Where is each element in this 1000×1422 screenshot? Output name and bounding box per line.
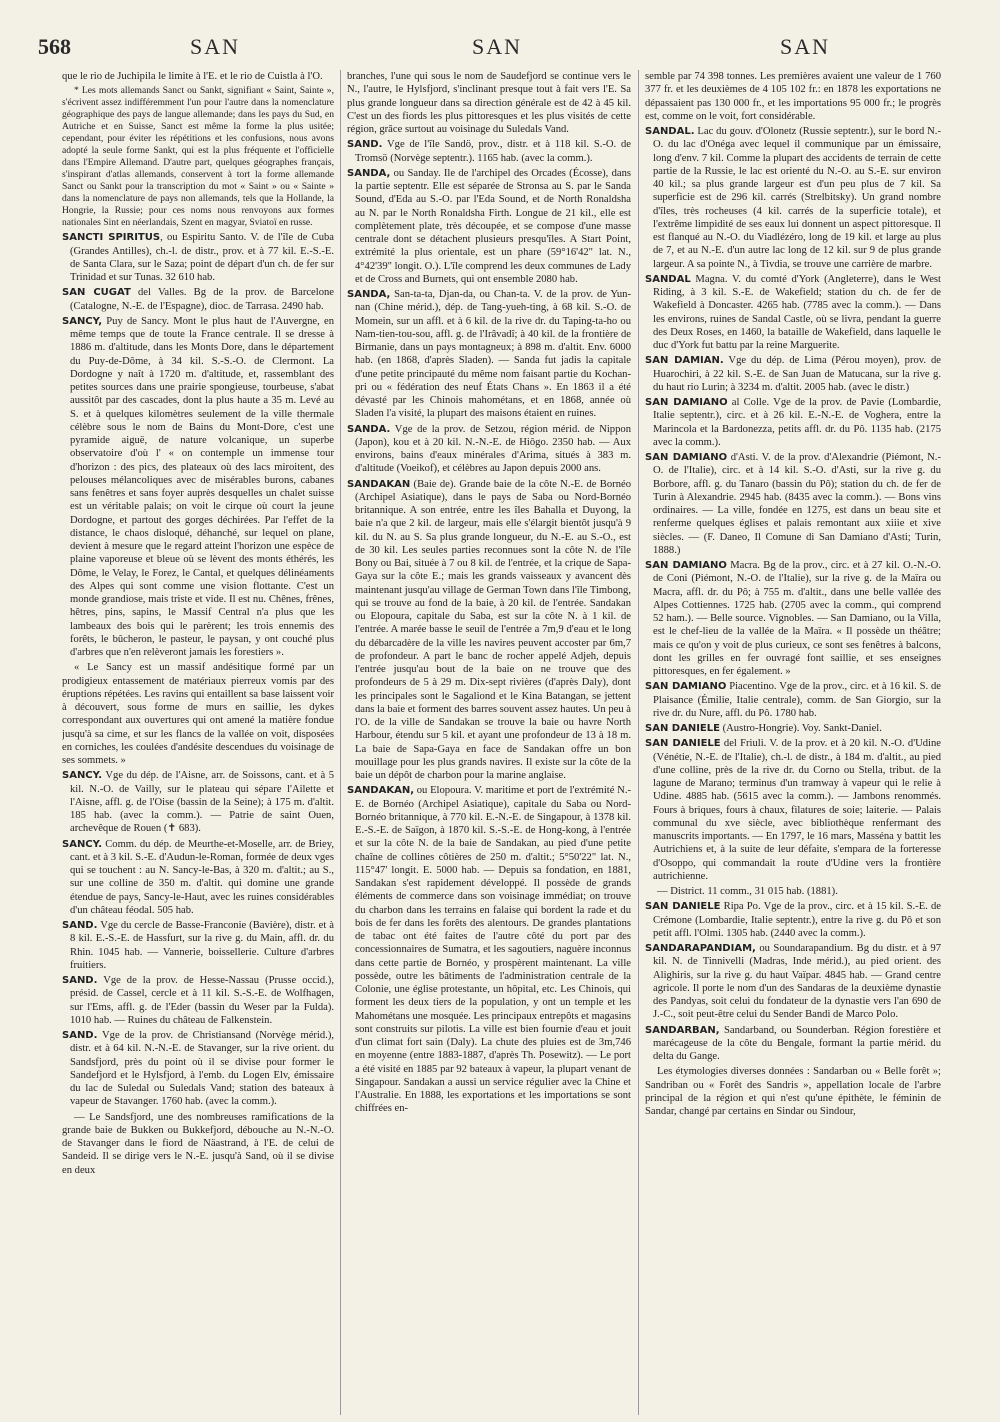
- entry-text: del Friuli. V. de la prov. et à 20 kil. N.-O. d'Udine (Vénétie, N.-E. de l'Italie), ch.-l. de distr., à 184 m. d'altit., au pied d'une colline, près de la rive dr. du Corno ou Stella, tribut. de la lagune de Marano; terminus d'un tramway à vapeur qui le relie à Udine. 4885 hab. (5615 avec la comm.). — Jambons renommés. Fours à briques, fours à chaux, filatures de soie; laiterie. — Palais communal du xve siècle, avec bibliothèque renfermant des manuscrits importants. — En 1797, le 16 mars, Masséna y battit les Autrichiens et, à la suite de leur défaite, s'empara de la forteresse d'Osoppo, qui commandait la route d'Udine vers la frontière autrichienne.: [653, 738, 941, 882]
- dictionary-entry: [645, 70, 941, 123]
- dictionary-entry: [62, 974, 334, 1027]
- entry-text: * Les mots allemands Sanct ou Sankt, signifiant « Saint, Sainte », s'écrivent assez indifféremment l'un pour l'autre dans la nomenclature géographique des pays de langue allemande; dans les pays du Sud, en Autriche et en Suisse, Sanct est même la forme la plus usitée; cependant, pour éviter les répétitions et les confusions, nous avons adopté la seule forme Sankt, qui est la plus fréquente et l'officielle dans l'Empire Allemand. D'autre part, quelques géographes français, s'inspirant d'atlas allemands, conservent à tort la forme allemande Sanct ou Sankt pour la transcription du mot « Saint » ou « Sainte » dans la nomenclature de pays non allemands, tels que la Hollande, la Hongrie, la Russie; pour ces noms nous renvoyons aux formes nationales Sint en néerlandais, Szent en magyar, Sviatoï en russe.: [62, 85, 334, 229]
- entry-text: Piacentino. Vge de la prov., circ. et à 16 kil. S. de Plaisance (Émilie, Italie centrale), comm. de San Giorgio, sur la rive dr. du Nure, affl. du Pô. 1780 hab.: [653, 681, 941, 719]
- entry-headword: SANCY.: [62, 838, 103, 850]
- entry-text: Vge de l'île Sandö, prov., distr. et à 118 kil. S.-O. de Tromsö (Norvège septentr.). 1165 hab. (avec la comm.).: [355, 139, 631, 164]
- entry-headword: SANCY.: [62, 770, 103, 782]
- entry-headword: SAND.: [62, 975, 98, 986]
- dictionary-entry: [645, 942, 941, 1022]
- entry-headword: SANDA.: [347, 423, 391, 435]
- entry-text: — District. 11 comm., 31 015 hab. (1881).: [657, 886, 838, 897]
- dictionary-entry: [645, 451, 941, 557]
- column-right: [638, 70, 941, 1415]
- entry-text: « Le Sancy est un massif andésitique formé par un prodigieux entassement de matériaux pierreux vomis par des éruptions répétées. Les ravins qui entaillent sa base laissent voir à découvert, sous forme de murs en saillie, les dykes correspondant aux ouvertures qui ont amené la matière fondue jusqu'à sa cime, et sur les flancs de la vallée on voit, disposées en corniches, les coulées d'andésite descendues du voisinage de ses sommets. »: [62, 662, 334, 766]
- dictionary-entry: [645, 273, 941, 353]
- dictionary-entry: [347, 478, 631, 783]
- entry-headword: SAND.: [62, 1030, 98, 1041]
- dictionary-entry: [645, 559, 941, 678]
- running-head-right: SAN: [780, 34, 831, 59]
- entry-text: d'Asti. V. de la prov. d'Alexandrie (Piémont, N.-O. de l'Italie), circ. et à 14 kil. S.-O. d'Asti, sur la rive g. du Borbore, affl. g. du Tanaro (bassin du Pô); station du ch. de fer de Turin à Alexandrie. 2945 hab. (8435 avec la comm.). — Bons vins ordinaires. — La ville, fondée en 1275, est dans un beau site et renferme quelques églises et palais remontant aux xiiie et xive siècles. — (F. Daneo, Il Comune di San Damiano d'Asti; Turin, 1888.): [653, 452, 941, 556]
- running-head-center: SAN: [472, 34, 523, 59]
- dictionary-entry: [347, 288, 631, 421]
- entry-text: al Colle. Vge de la prov. de Pavie (Lombardie, Italie septentr.), circ. et à 26 kil. E.-N.-E. de Voghera, entre la Marincola et la Bardonezza, petits affl. dr. du Pô. 1135 hab. (2175 avec la comm.).: [653, 397, 941, 448]
- dictionary-entry: [645, 722, 941, 735]
- entry-text: (Austro-Hongrie). Voy. Sankt-Daniel.: [719, 723, 882, 734]
- dictionary-entry: [62, 70, 334, 83]
- entry-headword: SANDARBAN,: [645, 1024, 720, 1036]
- column-middle: [340, 70, 631, 1415]
- dictionary-entry: [645, 737, 941, 883]
- entry-text: — Le Sandsfjord, une des nombreuses ramifications de la grande baie de Bukken ou Bukkefjord, débouche au N.-N.-O. de Stavanger dans le fiord de Näastrand, à l'E. de celui de Sandeid. Il se dirige vers le N.-E. jusqu'à Sand, où il se divise en deux: [62, 1111, 334, 1176]
- dictionary-entry: [645, 680, 941, 720]
- entry-headword: SAN DANIELE: [645, 738, 721, 750]
- entry-text: (Baie de). Grande baie de la côte N.-E. de Bornéo (Archipel Asiatique), dans le pays de Saba ou Nord-Bornéo britannique. A son entrée, entre les îles Bahalla et Duyong, la baie n'a que 2 kil. de largeur, mais elle s'élargit bientôt jusqu'à 9 kil. du N. au S. Sa plus grande longueur, du N.-E. au S.-O., est de 30 kil. Les seules parties reconnues sont la côte N. de l'île Bony ou Bai, située à 7 ou 8 kil. de l'entrée, et la crique de Sapa-Gaya sur la côte E.; mais les grands vaisseaux y avancent dès maintenant jusqu'au village de German Town dans l'île Timbong, qui se trouve au fond de la baie, à 20 kil. de l'entrée. Sandakan ou Elopoura, capitale du Saba, est sur la côte N. à 1 kil. de l'entrée. A marée basse le seuil de l'entrée a 7m,9 d'eau et le long du débarcadère de la ville les navires peuvent accoster par 6m,7 de profondeur. A part le banc de rocher appelé Adjeh, depuis l'entrée jusqu'au bout de la baie on ne trouve que des profondeurs de 5 à 29 m. Dix-sept rivières (d'après Daly), dont les principales sont le Sagaliond et le Kina Batangan, se jettent dans la baie et forment des barres souvent assez hautes. Un peu à l'O. de la ville de Sandakan se trouve la baie ou havre North Harbour, étendu sur 5 kil. et ayant une profondeur de 13 à 18 m. La baie de Sapa-Gaya en face de Sandakan offre un bon mouillage pour les plus grands navires. Il existe sur la côte de la baie un dépôt de charbon pour la marine anglaise.: [355, 478, 631, 781]
- entry-text: del Valles. Bg de la prov. de Barcelone (Catalogne, N.-E. de l'Espagne), dioc. de Tarrasa. 2490 hab.: [70, 287, 334, 312]
- dictionary-entry: [645, 396, 941, 449]
- entry-text: Vge du dép. de l'Aisne, arr. de Soissons, cant. et à 5 kil. N.-O. de Vailly, sur le plateau qui sépare l'Ailette et l'Aisne, affl. g. de l'Oise (bassin de la Seine); à 175 m. d'altit. 185 hab. (avec la comm.). — Patrie de saint Ouen, archevêque de Rouen (✝ 683).: [70, 770, 334, 835]
- entry-text: Vge du dép. de Lima (Pérou moyen), prov. de Huarochiri, à 22 kil. S.-E. de San Juan de Matucana, sur la rive g. du haut rio Lurin; à 3234 m. d'altit. 2005 hab. (avec le distr.): [653, 355, 941, 393]
- entry-headword: SAN DAMIANO: [645, 452, 728, 463]
- entry-text: Vge de la prov. de Setzou, région mérid. de Nippon (Japon), kou et à 20 kil. N.-N.-E. de Hiôgo. 2350 hab. — Aux environs, bains d'eaux minérales d'Arima, situés à 383 m. d'altitude (Voeikof), et célèbres au Japon depuis 2000 ans.: [355, 423, 631, 475]
- dictionary-entry: [347, 70, 631, 136]
- entry-text: Macra. Bg de la prov., circ. et à 27 kil. O.-N.-O. de Coni (Piémont, N.-O. de l'Italie), sur la rive g. de la Maïra ou Macra, affl. dr. du Pô; à 755 m. d'altit., dans une belle vallée des Alpes Cottiennes. 1725 hab. (2705 avec la comm., qui comprend 52 ham.). — Belle source. Vignobles. — San Damiano, ou la Villa, est le chef-lieu de la vallée de la Maïra. « Il possède un théâtre; mais ce qu'on y voit de plus curieux, ce sont ses fenêtres à balcons, dont les grilles en fer ouvragé font saillie, et ses enseignes pittoresques, en fer également. »: [653, 560, 941, 677]
- entry-text: Vge de la prov. de Christiansand (Norvège mérid.), distr. et à 64 kil. N.-N.-E. de Stavanger, sur la rive orient. du Sandsfjord, près du point où il se divise pour former le Sandefjord et le Hylsfjord, à l'emb. du Logen Elv, émissaire du lac de Suledal ou Suledals Vand; station des bateaux à vapeur de Stavanger. 1760 hab. (avec la comm.).: [70, 1030, 334, 1108]
- entry-headword: SAN DAMIANO: [645, 397, 728, 408]
- entry-headword: SAN DANIELE: [645, 901, 721, 913]
- dictionary-entry: [645, 1024, 941, 1064]
- dictionary-entry: [645, 125, 941, 271]
- entry-headword: SANDAKAN: [347, 478, 411, 490]
- dictionary-entry: [62, 769, 334, 835]
- entry-text: branches, l'une qui sous le nom de Saudefjord se continue vers le N., l'autre, le Hylsfjord, s'inclinant presque tout à fait vers l'E. Sa plus grande longueur dans sa direction générale est de 42 à 45 kil. C'est un des fiords les plus pittoresques et les plus visités de cette région, grâce surtout au voisinage du Suledals Vand.: [347, 71, 631, 135]
- entry-text: Vge du cercle de Basse-Franconie (Bavière), distr. et à 8 kil. E.-S.-E. de Hassfurt, sur la rive g. du Main, affl. dr. du Rhin. 1045 hab. — Vannerie, boissellerie. Culture d'arbres fruitiers.: [70, 920, 334, 971]
- entry-headword: SAN CUGAT: [62, 287, 131, 299]
- dictionary-entry: [347, 167, 631, 286]
- dictionary-entry: [347, 784, 631, 1115]
- entry-text: ou Sanday. Ile de l'archipel des Orcades (Écosse), dans la partie septentr. Elle est séparée de Stronsa au S. par le Sanda Sound, d'Eda au S.-O. par l'Eda Sound, et de North Ronaldsha au N. par le North Ronaldsha Firth. Longue de 21 kil., elle est complètement plate, très découpée, et se compose d'une masse centrale dont se détachent plusieurs presqu'îles. A Start Point, extrémité la plus orientale, est un phare (59°16'42" lat. N., 4°42'39" longit. O.). L'île comprend les deux communes de Lady et de Cross and Burnets, qui ont ensemble 2080 hab.: [355, 167, 631, 285]
- entry-headword: SANCTI SPIRITUS: [62, 232, 161, 244]
- entry-text: San-ta-ta, Djan-da, ou Chan-ta. V. de la prov. de Yun-nan (Chine mérid.), dép. de Tang-yueh-ting, à 68 kil. S.-O. de Momein, sur un affl. et à 6 kil. de la rive dr. du Taping-ta-ho ou Nam-tien-tou-sou, affl. g. de l'Irâvadî; à 40 kil. de la frontière de Birmanie, dans un pays montagneux; à 898 m. d'altit. Env. 6000 hab. (en 1868, d'après Sladen). — Sanda fut jadis la capitale d'une petite principauté du même nom faisant partie du Kochan-pri ou « fédération des neuf États Chans ». En 1863 il a été dévasté par les Chinois mahométans, et en 1868, année où Sladen l'a visité, la plupart des maisons étaient en ruines.: [355, 289, 631, 420]
- entry-text: Vge de la prov. de Hesse-Nassau (Prusse occid.), présid. de Cassel, cercle et à 11 kil. S.-S.-E. de Wolfhagen, sur l'Ems, affl. g. de l'Eder (bassin du Weser par la Fulda). 1010 hab. — Ruines du château de Falkenstein.: [70, 975, 334, 1026]
- dictionary-entry: [347, 138, 631, 165]
- entry-text: Puy de Sancy. Mont le plus haut de l'Auvergne, en même temps que de toute la France centrale. Il se dresse à 1886 m. d'altitude, dans les Monts Dore, dans le département du Puy-de-Dôme, à 34 kil. S.-S.-O. de Clermont. La Dordogne y naît à 1720 m. d'altitude, et, rassemblant des petites sources dans une prairie spongieuse, tourbeuse, s'abat aussitôt par des cascades, dont la plus haute a 35 m. Levé au S. et à quelques kilomètres seulement de la ville thermale célèbre sous le nom de Bains du Mont-Dore, c'est une pyramide aiguë, de nature volcanique, un superbe observatoire d'où l' « on contemple un immense tour d'horizon : des pics, des plateaux où des lacs miroitent, des pelouses mélancoliques avec de misérables burons, cabanes sans fenêtres et sans foyer auprès desquelles un chalet suisse est un véritable palais; on voit le cirque où court la jeune Dordogne, et partout des gorges déchirées. Par l'effet de la distance, le chaos disloqué, déhanché, sur lequel on plane, devient à mesure que le regard atteint l'horizon une espèce de plaine vaporeuse et bleue où se lèvent des monts éthérés, les Dôme, le Velay, le Forez, le Cantal, et quelques délinéaments des Alpes qui sont comme une vision flottante. C'est un monde grandiose, mais triste et vide. Il est nu. Chênes, frênes, hêtres, pins, sapins, le Massif Central n'a plus que les lambeaux des bois qui le parèrent; les trois ennemis des forêts, le bûcheron, le pasteur, le paysan, y ont couché plus d'arbres que n'en relèveront jamais les forestiers ».: [70, 315, 334, 658]
- entry-headword: SAN DAMIANO: [645, 681, 727, 693]
- entry-headword: SANCY,: [62, 315, 103, 327]
- dictionary-entry: [645, 900, 941, 940]
- dictionary-entry: [62, 1029, 334, 1109]
- entry-headword: SANDA,: [347, 289, 391, 300]
- dictionary-entry: [645, 1065, 941, 1118]
- entry-text: ou Elopoura. V. maritime et port de l'extrémité N.-E. de Bornéo (Archipel Asiatique), capitale du Saba ou Nord-Bornéo britannique, à 770 kil. E.-N.-E. de Singapour, à 1378 kil. E.-S.-E. de Saïgon, à 1870 kil. S.-S.-E. de Hong-kong, à l'entrée et sur la côte N. de la baie de Sandakan, au pied d'une petite chaîne de collines côtières de 250 m. d'altit.; 5°50'22" lat. N., 115°47' longit. E. 5000 hab. — Depuis sa fondation, en 1881, Sandakan s'est rapidement développé. Il possède de grands éléments de commerce dans son voisinage immédiat; on trouve du charbon dans les terrains en falaise qui bordent la rade et du bois de fer dans les forêts des alentours. De grandes plantations de tabac ont été faites de l'autre côté du port par des concessionnaires de Sumatra, et les sagoutiers, naguère inconnus dans cette partie de Bornéo, y prospèrent maintenant. La ville possède, outre les bâtiments de l'administration centrale de la Colonie, une église protestante, un hôpital, etc. Les Chinois, qui forment les deux tiers de la population, y ont un temple et les Mahométans une mosquée. Les principaux entrepôts et magasins sont construits sur pilotis. La ville est bien fournie d'eau et jouit d'un climat fort sain (Daly). La chute des pluies est de 3m,746 en moyenne (entre 1883-1887, d'après Th. Posewitz). — Le port a été visité en 1885 par 92 bateaux à vapeur, la plupart venant de Singapour. Sandakan a aussi un service régulier avec la Chine et l'Australie. En 1888, les exportations et les importations se sont chiffrées en-: [355, 785, 631, 1115]
- entry-text: Ripa Po. Vge de la prov., circ. et à 15 kil. S.-E. de Crémone (Lombardie, Italie septentr.), entre la rive g. du Pô et son petit affl. l'Olmi. 1305 hab. (2440 avec la comm.).: [653, 901, 941, 939]
- entry-headword: SANDAL.: [645, 126, 695, 137]
- dictionary-entry: [62, 919, 334, 972]
- dictionary-entry: [62, 1111, 334, 1177]
- entry-text: semble par 74 398 tonnes. Les premières avaient une valeur de 1 760 377 fr. et les deuxièmes de 4 105 102 fr.: en 1878 les exportations ne dépassaient pas 130 000 fr., et les importations 95 000 fr.; le progrès est, comme on le voit, fort considérable.: [645, 71, 941, 122]
- dictionary-entry: [62, 838, 334, 918]
- dictionary-entry: [62, 85, 334, 229]
- column-left: [62, 70, 334, 1415]
- entry-headword: SAN DANIELE: [645, 723, 720, 734]
- entry-headword: SAND.: [347, 139, 383, 151]
- entry-text: Comm. du dép. de Meurthe-et-Moselle, arr. de Briey, cant. et à 3 kil. S.-E. d'Audun-le-Roman, formée de deux vges qui se touchent : au N. Sancy-le-Bas, à 320 m. d'altit.; au S., sur une colline de 350 m. d'altit. qui domine une grande étendue de pays, Sancy-le-Haut, avec les ruines considérables d'un château féodal. 505 hab.: [70, 838, 334, 916]
- entry-headword: SAND.: [62, 920, 98, 931]
- dictionary-entry: [645, 354, 941, 394]
- entry-text: ou Soundarapandium. Bg du distr. et à 97 kil. N. de Tinnivelli (Madras, Inde mérid.), au pied orient. des Alighiris, sur la rive g. du haut Vaïpar. 4845 hab. — Grand centre agricole. Il porte le nom d'un des Sandaras de la deuxième dynastie des Pandyas, soit celui du fondateur de la dynastie vers l'an 690 de J.-C., soit peut-être celui du Sender Bandi de Marco Polo.: [653, 943, 941, 1021]
- entry-headword: SAN DAMIANO: [645, 560, 727, 571]
- entry-headword: SANDAL: [645, 273, 691, 285]
- running-head-left: SAN: [190, 34, 241, 59]
- entry-headword: SANDA,: [347, 167, 391, 179]
- entry-headword: SANDARAPANDIAM,: [645, 943, 756, 954]
- dictionary-entry: [62, 315, 334, 660]
- entry-text: , ou Espiritu Santo. V. de l'île de Cuba (Grandes Antilles), ch.-l. de distr., prov. et à 77 kil. E.-S.-E. de Santa Clara, sur le Saza; point de départ d'un ch. de fer sur Trinidad et sur Tunas. 32 610 hab.: [70, 232, 334, 283]
- dictionary-entry: [62, 286, 334, 313]
- entry-text: Magna. V. du comté d'York (Angleterre), dans le West Riding, à 3 kil. S.-E. de Wakefield; station du ch. de fer de Wakefield à Doncaster. 4265 hab. (7785 avec la comm.). — Dans les environs, ruines de Sandal Castle, où se livra, pendant la guerre des Deux Roses, en 1460, la bataille de Wakefield, dans laquelle le duc d'York fut battu par la reine Marguerite.: [653, 273, 941, 351]
- entry-text: Les étymologies diverses données : Sandarban ou « Belle forêt »; Sandriban ou « Forêt des Sandris », appellation locale de l'arbre principal de la région et qui n'est qu'une épithète, le féminin de Sandar, changé par certains en Sindar ou Sindour,: [645, 1066, 941, 1117]
- dictionary-entry: [62, 661, 334, 767]
- entry-text: Sandarband, ou Sounderban. Région forestière et marécageuse de la côte du Bengale, formant la partie mérid. du delta du Gange.: [653, 1024, 941, 1062]
- dictionary-entry: [347, 423, 631, 476]
- page-number: 568: [38, 34, 71, 59]
- entry-headword: SANDAKAN,: [347, 785, 415, 797]
- entry-headword: SAN DAMIAN.: [645, 355, 724, 367]
- dictionary-entry: [645, 885, 941, 898]
- dictionary-entry: [62, 231, 334, 284]
- entry-text: que le rio de Juchipila le limite à l'E. et le rio de Cuistla à l'O.: [62, 71, 323, 82]
- entry-text: Lac du gouv. d'Olonetz (Russie septentr.), sur le bord N.-O. du lac d'Onéga avec lequel il communique par un émissaire, long d'env. 7 kil. Comme la plupart des accidents de terrain de cette partie de la Russie, le lac est orienté du N.-O. au S.-E. sur environ 40 kil.; sa plus grande largeur est d'un peu plus de 7 kil. Sa superficie est de 296 kil. carrés (Strelbitsky). Un grand nombre d'îles, très rocheuses (4 kil. carrés de la superficie totale), et l'extrême limpidité de ses eaux lui donnent un aspect pittoresque. Il est flanqué au N.-O. du Viadlézéro, long de 19 kil. et large au plus de 7, et au N.-E. d'un autre lac long de 12 kil. sur 9 de plus grande largeur. A sa pointe N., à Tivdia, se trouve une carrière de marbre.: [653, 126, 941, 270]
